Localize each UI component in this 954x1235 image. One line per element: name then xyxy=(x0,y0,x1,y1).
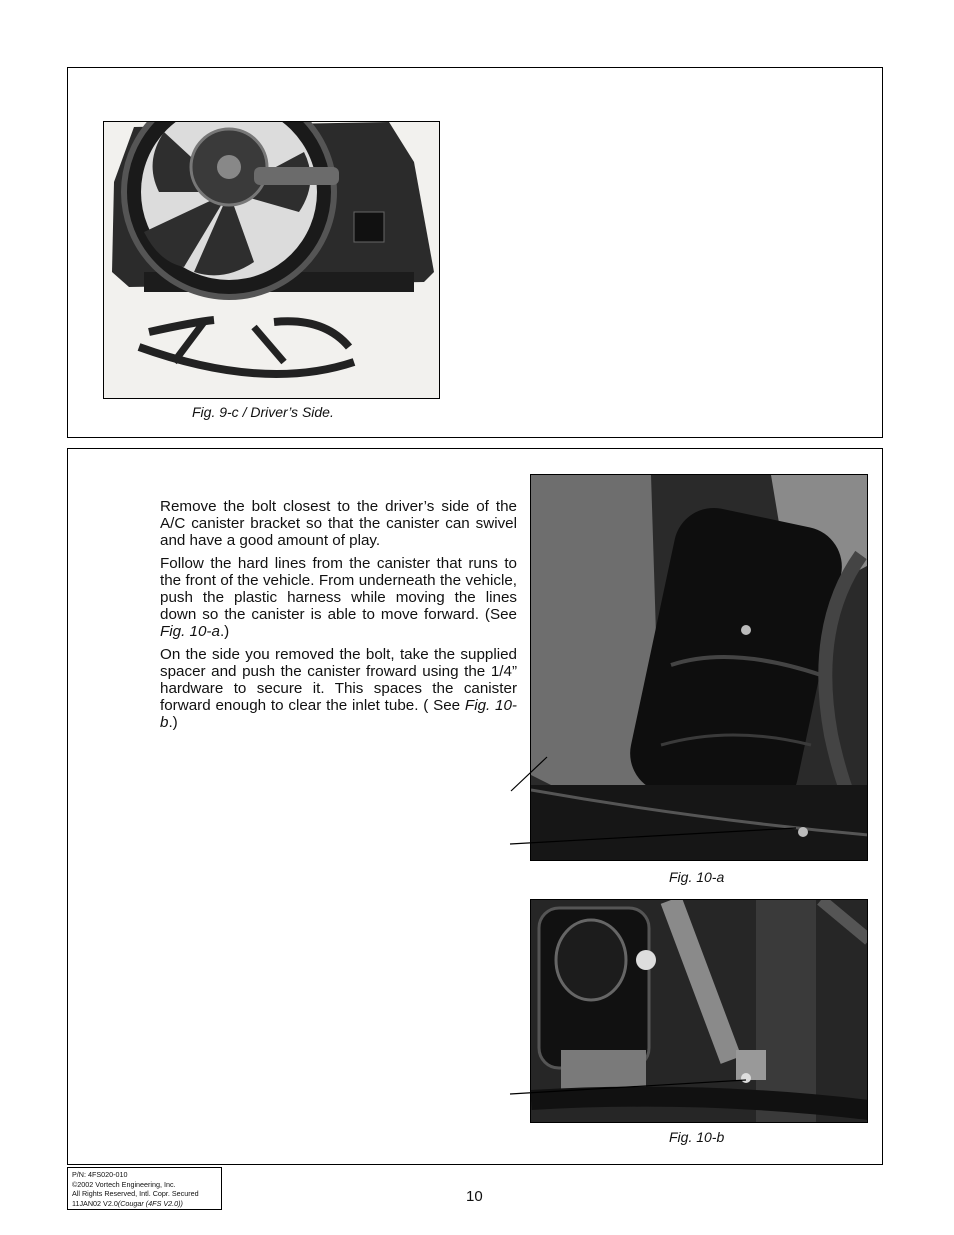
spacer-bracket-image xyxy=(531,900,868,1123)
fig-10a-photo xyxy=(530,474,868,861)
fig-9c-photo xyxy=(103,121,440,399)
fig-10a-caption: Fig. 10-a xyxy=(669,869,725,885)
version-line: 11JAN02 V2.0(Cougar (4FS V2.0)) xyxy=(72,1198,183,1208)
footer-info-box xyxy=(67,1167,222,1210)
page-number: 10 xyxy=(466,1188,483,1205)
fig-10b-reference: Fig. 10-b xyxy=(160,697,517,731)
fig-10b-caption: Fig. 10-b xyxy=(669,1129,725,1145)
fig-10b-photo xyxy=(530,899,868,1123)
rights-line: All Rights Reserved, Intl. Copr. Secured xyxy=(72,1189,199,1199)
instruction-paragraph-2: Follow the hard lines from the canister that runs to the front of the vehicle. From underneath the vehicle, push the plastic harness while moving the lines down so the canister is able to move forward. (See Fig. 10-a.) xyxy=(160,555,517,640)
fan-shroud-image xyxy=(104,122,440,399)
fig-10a-reference: Fig. 10-a xyxy=(160,623,220,640)
instruction-paragraph-3: On the side you removed the bolt, take the supplied spacer and push the canister froward using the 1/4” hardware to secure it. This spaces the canister forward enough to clear the inlet tube. ( See Fig. 10-b.) xyxy=(160,646,517,731)
copyright-line: ©2002 Vortech Engineering, Inc. xyxy=(72,1179,176,1189)
part-number: P/N: 4FS020-010 xyxy=(72,1170,128,1179)
canister-image xyxy=(531,475,868,861)
fig-9c-caption: Fig. 9-c / Driver’s Side. xyxy=(192,404,334,420)
instruction-paragraph-1: Remove the bolt closest to the driver’s side of the A/C canister bracket so that the canister can swivel and have a good amount of play. xyxy=(160,498,517,549)
